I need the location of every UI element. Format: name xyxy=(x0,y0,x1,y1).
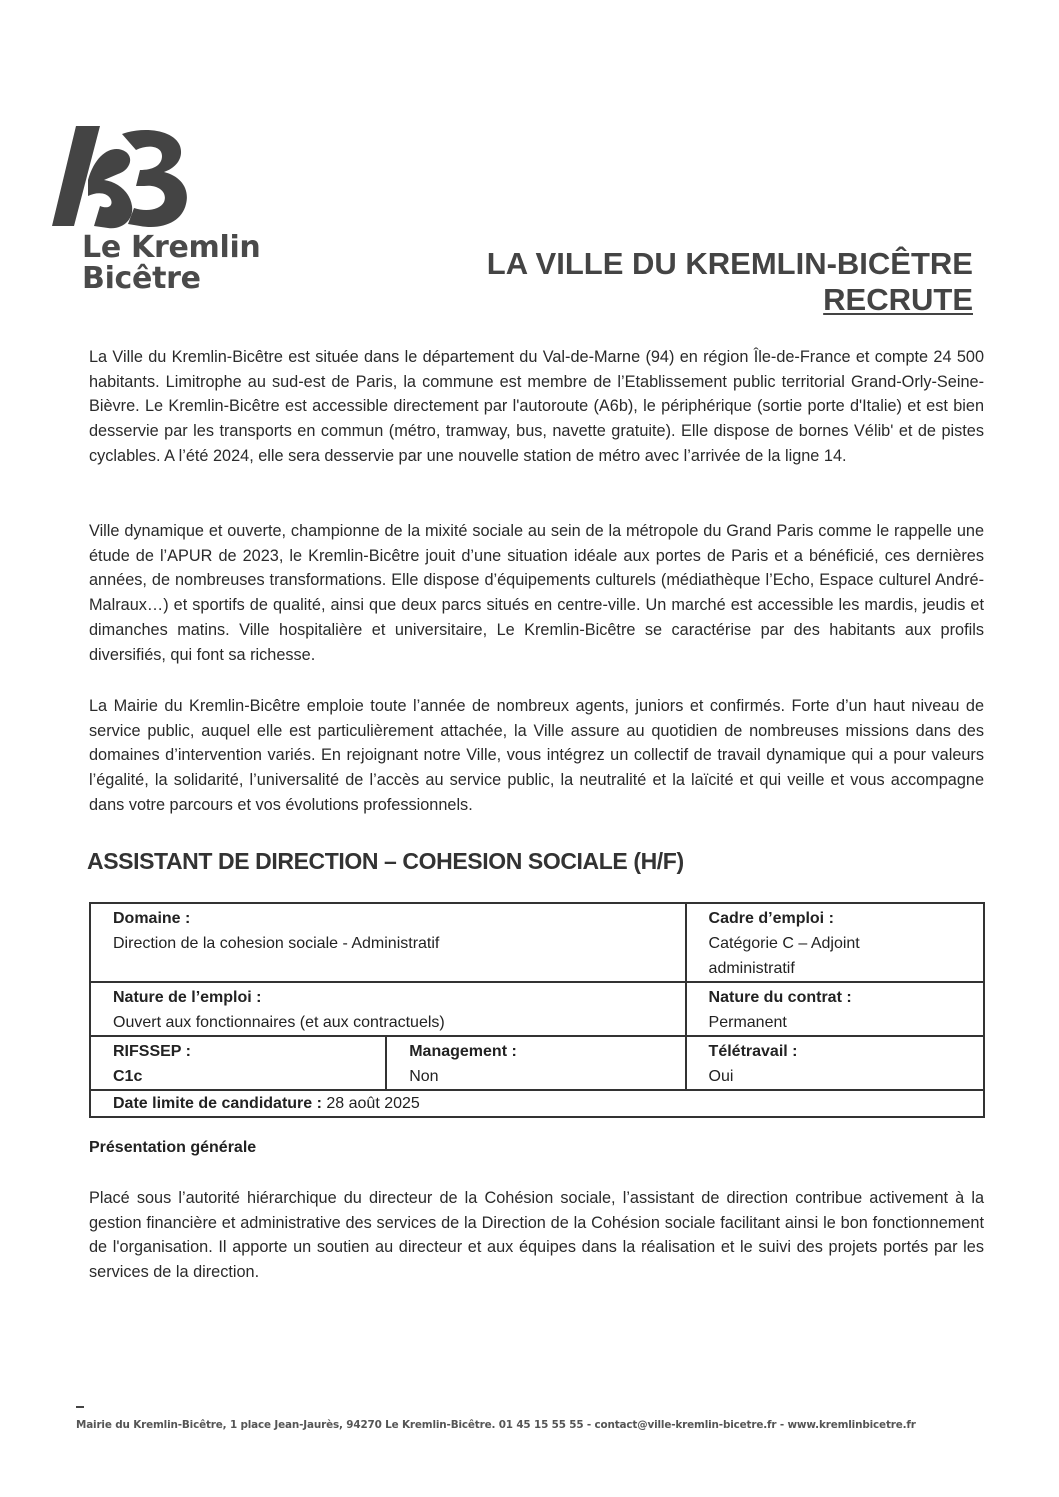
footer-divider xyxy=(76,1406,84,1408)
nature-contrat-value: Permanent xyxy=(708,1014,787,1031)
domaine-value: Direction de la cohesion sociale - Administratif xyxy=(113,935,440,952)
title-recrute: RECRUTE xyxy=(823,282,973,317)
page-title xyxy=(487,246,973,318)
footer-contact: Mairie du Kremlin-Bicêtre, 1 place Jean-Jaurès, 94270 Le Kremlin-Bicêtre. 01 45 15 55 55 - contact@ville-kremlin-bicetre.fr - www.kremlinbicetre.fr xyxy=(76,1419,916,1431)
logo-line2: Bicêtre xyxy=(82,261,201,296)
intro-paragraph-1: La Ville du Kremlin-Bicêtre est située dans le département du Val-de-Marne (94) en région Île-de-France et compte 24 500 habitants. Limitrophe au sud-est de Paris, la commune est membre de l’Etablissement public territorial Grand-Orly-Seine-Bièvre. Le Kremlin-Bicêtre est accessible directement par l'autoroute (A6b), le périphérique (sortie porte d'Italie) et est bien desservie par les transports en commun (métro, tramway, bus, navette gratuite). Elle dispose de bornes Vélib' et de pistes cyclables. A l’été 2024, elle sera desservie par une nouvelle station de métro avec l’arrivée de la ligne 14. xyxy=(89,348,984,465)
date-limite-cell xyxy=(90,1090,984,1117)
presentation-heading: Présentation générale xyxy=(89,1139,257,1156)
date-limite-label: Date limite de candidature : xyxy=(113,1095,322,1112)
teletravail-cell xyxy=(686,1036,984,1090)
domaine-label: Domaine : xyxy=(113,910,191,927)
management-cell xyxy=(386,1036,685,1090)
nature-emploi-cell xyxy=(90,982,686,1036)
kb-monogram-logo-icon xyxy=(48,122,198,232)
rifssep-value: C1c xyxy=(113,1068,143,1085)
domaine-cell xyxy=(90,903,686,982)
cadre-label: Cadre d’emploi : xyxy=(708,910,834,927)
rifssep-cell xyxy=(90,1036,386,1090)
teletravail-label: Télétravail : xyxy=(708,1043,798,1060)
rifssep-label: RIFSSEP : xyxy=(113,1043,191,1060)
logo-wordmark xyxy=(82,232,260,294)
logo-line1: Le Kremlin xyxy=(82,230,261,265)
nature-contrat-cell xyxy=(686,982,984,1036)
date-limite-value: 28 août 2025 xyxy=(321,1095,420,1112)
teletravail-value: Oui xyxy=(708,1068,734,1085)
job-info-table xyxy=(89,902,985,1118)
cadre-cell xyxy=(686,903,984,982)
nature-contrat-label: Nature du contrat : xyxy=(708,989,852,1006)
cadre-value: Catégorie C – Adjoint administratif xyxy=(708,935,860,977)
management-label: Management : xyxy=(409,1043,517,1060)
intro-paragraph-2: Ville dynamique et ouverte, championne de la mixité sociale au sein de la métropole du Grand Paris comme le rappelle une étude de l’APUR de 2023, le Kremlin-Bicêtre jouit d’une situation idéale aux portes de Paris et a bénéficié, ces dernières années, de nombreuses transformations. Elle dispose d’équipements culturels (médiathèque l’Echo, Espace culturel André-Malraux…) et sportifs de qualité, ainsi que deux parcs situés en centre-ville. Un marché est accessible les mardis, jeudis et dimanches matins. Ville hospitalière et universitaire, Le Kremlin-Bicêtre se caractérise par des habitants aux profils diversifiés, qui font sa richesse. xyxy=(89,522,984,664)
management-value: Non xyxy=(409,1068,439,1085)
nature-emploi-value: Ouvert aux fonctionnaires (et aux contractuels) xyxy=(113,1014,445,1031)
intro-paragraph-3: La Mairie du Kremlin-Bicêtre emploie toute l’année de nombreux agents, juniors et confirmés. Forte d’un haut niveau de service public, auquel elle est particulièrement attachée, la Ville assure au quotidien de nombreuses missions dans des domaines d’intervention variés. En rejoignant notre Ville, vous intégrez un collectif de travail dynamique qui a pour valeurs l’égalité, la solidarité, l’universalité de l’accès au service public, la neutralité et la laïcité et qui veille et vous accompagne dans votre parcours et vos évolutions professionnels. xyxy=(89,697,984,814)
title-city: LA VILLE DU KREMLIN-BICÊTRE xyxy=(486,246,973,281)
job-title: ASSISTANT DE DIRECTION – COHESION SOCIALE (H/F) xyxy=(87,848,684,874)
nature-emploi-label: Nature de l’emploi : xyxy=(113,989,262,1006)
presentation-text: Placé sous l’autorité hiérarchique du directeur de la Cohésion sociale, l’assistant de direction contribue activement à la gestion financière et administrative des services de la Direction de la Cohésion sociale facilitant ainsi le bon fonctionnement de l'organisation. Il apporte un soutien au directeur et aux équipes dans la réalisation et le suivi des projets portés par les services de la direction. xyxy=(89,1189,984,1282)
